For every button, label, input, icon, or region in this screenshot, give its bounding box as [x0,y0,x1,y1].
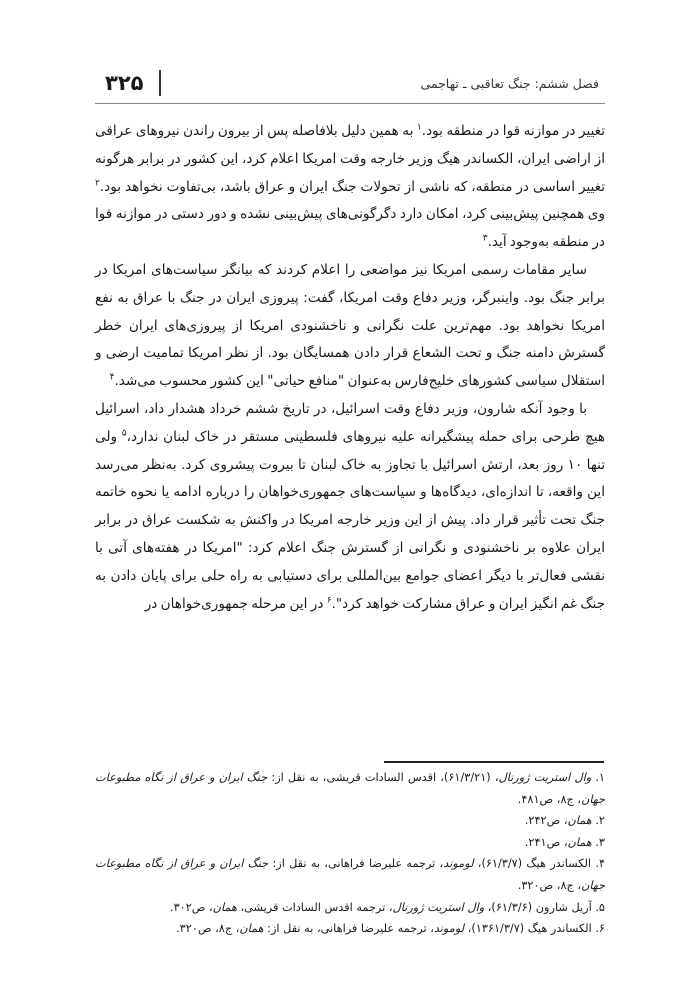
header-divider [159,70,161,96]
footnote-separator [384,761,604,763]
footnote-ref[interactable]: ۶ [326,595,332,606]
footnote-ref[interactable]: ۴ [109,372,115,383]
header-rule [95,103,605,104]
footnote-number: ۲. [595,814,605,828]
page-number: ۳۲۵ [105,71,144,95]
footnote-text: آریل شارون (۶۱/۳/۶)، [484,900,592,914]
paragraph-text: به همین دلیل بلافاصله پس از بیرون راندن نیروهای عراقی از اراضی ایران، الکساندر هیگ وزیر خارجه وقت امریکا اعلام کرد، این کشور در برابر هرگونه تغییر اساسی در منطقه، که ناشی از تحولات جنگ ایران و عراق باشد، بی‌تفاوت نخواهد بود. [95,123,605,195]
footnote-ref[interactable]: ۲ [95,178,100,189]
footnote-text: ، ج۸، ص۳۲۰. [517,878,582,892]
footnote-text: وال استریت ژورنال [498,771,592,784]
paragraph-text: تغییر در موازنه قوا در منطقه بود. [421,123,606,139]
paragraph-1 [95,118,605,257]
footnote-text: همان [212,900,237,914]
footnote-text: لوموند [433,922,465,936]
footnote-ref[interactable]: ۳ [482,233,488,244]
footnote-3 [95,832,605,854]
footnote-text: الکساندر هیگ (۱۳۶۱/۳/۷)، [464,922,592,936]
footnote-text: ، ترجمه علیرضا فراهانی، به نقل از: [263,922,434,936]
footnotes [95,767,605,940]
footnote-6 [95,918,605,940]
footnote-text: ، ج۸، ص۳۲۰. [176,922,240,936]
footnote-text: ، ج۸، ص۴۸۱. [517,792,582,806]
footnote-text: لوموند [443,857,474,871]
footnote-number: ۱. [595,771,605,784]
footnote-2 [95,810,605,832]
paragraph-text: وی همچنین پیش‌بینی کرد، امکان دارد دگرگونی‌های پیش‌بینی نشده و دور دستی در موازنه قوا در منطقه به‌وجود آید. [95,206,605,251]
footnote-text: ، ص۲۴۲. [524,814,568,828]
footnote-text: ، ص۲۴۱. [524,835,568,849]
footnote-text: ، ص۳۰۲. [169,900,213,914]
footnote-text: همان [567,835,592,849]
footnote-text: جنگ ایران و عراق از نگاه مطبوعات جهان [95,771,605,806]
footnote-5 [95,897,605,919]
footnote-text: الکساندر هیگ (۶۱/۳/۷)، [473,857,592,871]
footnote-4 [95,853,605,896]
footnote-text: ، ترجمه علیرضا فراهانی، به نقل از: [268,857,444,871]
footnote-text: همان [567,814,592,828]
footnote-text: جنگ ایران و عراق از نگاه مطبوعات جهان [95,857,605,892]
paragraph-text: با وجود آنکه شارون، وزیر دفاع وقت اسرائیل، در تاریخ ششم خرداد هشدار داد، اسرائیل هیچ طرحی برای حمله پیشگیرانه علیه نیروهای فلسطینی مستقر در خاک لبنان ندارد، [95,400,605,445]
running-head: فصل ششم: جنگ تعاقبی ـ تهاجمی [420,75,599,91]
footnote-text: ، (۶۱/۳/۲۱)، اقدس السادات قریشی، به نقل از: [267,771,499,784]
paragraph-text: سایر مقامات رسمی امریکا نیز مواضعی را اعلام کردند که بیانگر سیاست‌های امریکا در برابر جنگ بود. واینبرگر، وزیر دفاع وقت امریکا، گفت: پیروزی ایران در جنگ با عراق به نفع امریکا نخواهد بود. مهم‌ترین علت نگرانی و ناخشنودی امریکا از پیروزی‌های ایران خطر گسترش دامنه جنگ و تحت الشعاع قرار دادن همسایگان بود. از نظر امریکا تمامیت ارضی و استقلال سیاسی کشورهای خلیج‌فارس به‌عنوان "منافع حیاتی" این کشور محسوب می‌شد. [95,261,605,390]
footnote-number: ۴. [595,857,606,871]
footnote-text: همان [239,922,264,936]
footnote-1 [95,767,605,810]
footnote-text: ، ترجمه اقدس السادات قریشی، [236,900,393,914]
body-text [95,118,605,618]
paragraph-text: ولی تنها ۱۰ روز بعد، ارتش اسرائیل با تجاوز به خاک لبنان تا بیروت پیشروی کرد. به‌نظر می‌رسد این واقعه، تا اندازه‌ای، دیدگاه‌ها و سیاست‌های جمهوری‌خواهان را درباره ادامه یا نحوه خاتمه جنگ تحت تأثیر قرار داد. پیش از این وزیر خارجه امریکا در واکنش به شکست عراق در برابر ایران علاوه بر ناخشنودی و نگرانی از گسترش جنگ اعلام کرد: "امریکا در هفته‌های آتی با نقشی فعال‌تر با دیگر اعضای جوامع بین‌المللی برای دستیابی به راه حلی برای پایان دادن به جنگ غم انگیز ایران و عراق مشارکت خواهد کرد". [95,428,605,612]
footnote-text: وال استریت ژورنال [392,900,485,914]
paragraph-2 [95,257,605,396]
footnote-ref[interactable]: ۱ [416,122,422,133]
paragraph-3 [95,396,605,618]
paragraph-text: در این مرحله جمهوری‌خواهان در [144,595,327,612]
footnote-ref[interactable]: ۵ [121,428,127,439]
footnote-number: ۶. [595,922,605,936]
page-header [95,58,605,108]
footnote-number: ۵. [595,900,605,914]
footnote-number: ۳. [595,835,605,849]
